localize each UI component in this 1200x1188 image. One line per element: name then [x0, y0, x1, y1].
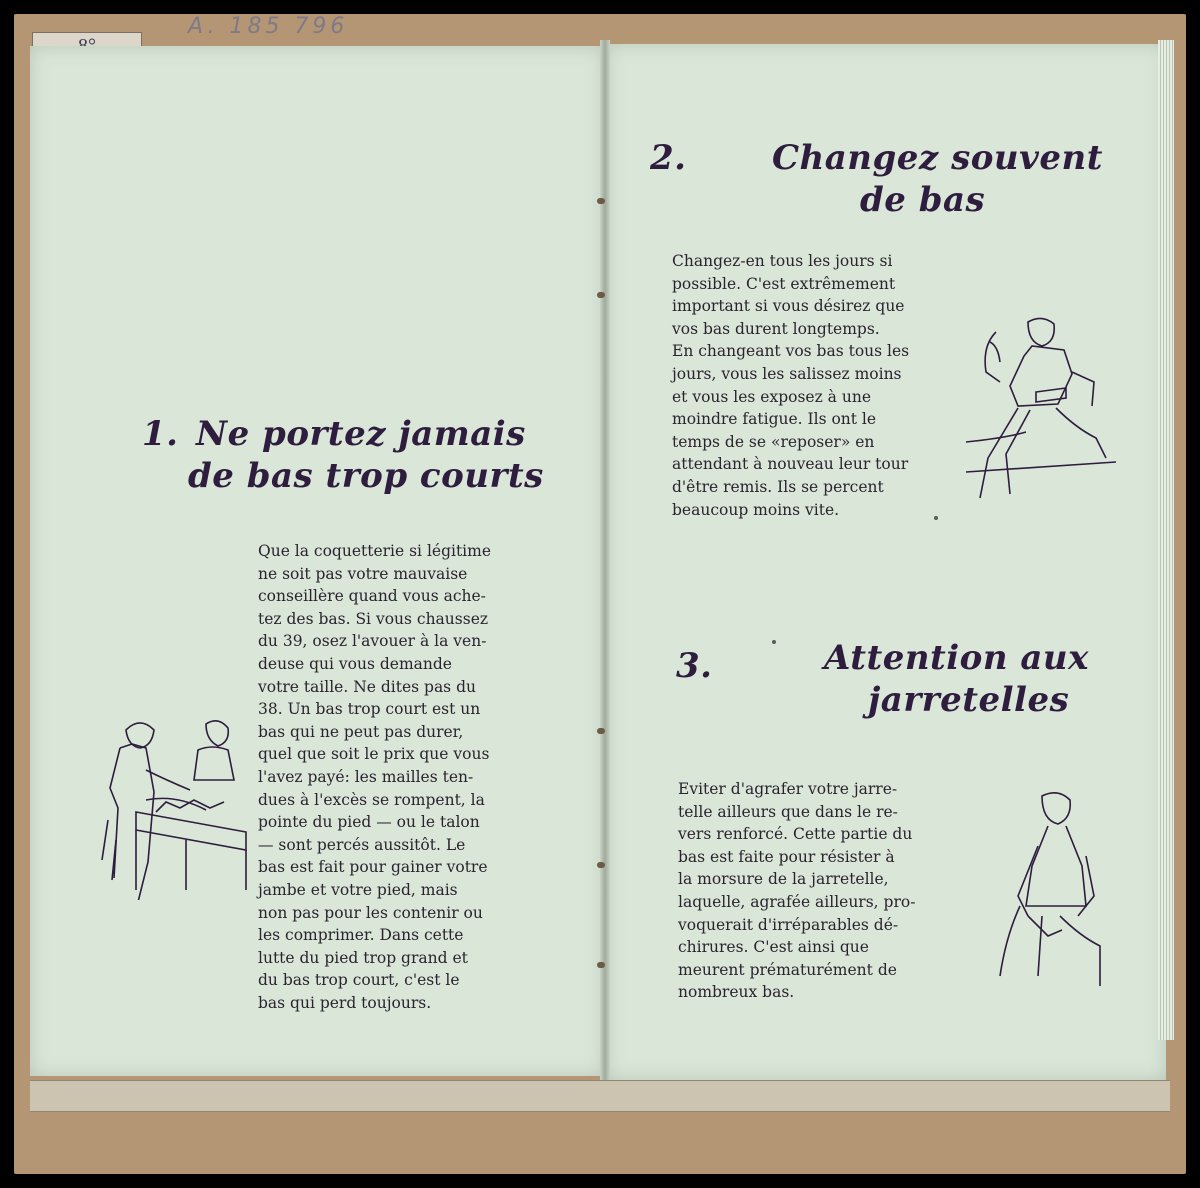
section-1-body-text: [258, 540, 540, 1014]
section-2-heading-line2: de bas: [860, 180, 986, 220]
body-line: l'avez payé: les mailles ten-: [258, 767, 474, 786]
body-line: chirures. C'est ainsi que: [678, 938, 869, 957]
section-1-heading-line2: de bas trop courts: [188, 456, 544, 496]
section-3-heading-line2: jarretelles: [868, 680, 1070, 720]
book-gutter: [600, 40, 610, 1080]
paper-speck: [772, 640, 776, 644]
section-2-number: 2.: [650, 138, 687, 178]
body-line: pointe du pied — ou le talon: [258, 813, 480, 832]
body-line: bas est fait pour gainer votre: [258, 858, 488, 877]
body-line: vos bas durent longtemps.: [672, 319, 880, 338]
body-line: Eviter d'agrafer votre jarre-: [678, 780, 898, 798]
shop-counter-illustration: [86, 700, 256, 900]
binding-staple: [597, 728, 605, 734]
body-line: vers renforcé. Cette partie du: [678, 825, 913, 844]
body-line: laquelle, agrafée ailleurs, pro-: [678, 892, 916, 911]
body-line: quel que soit le prix que vous: [258, 745, 490, 764]
body-line: les comprimer. Dans cette: [258, 926, 464, 945]
body-line: En changeant vos bas tous les: [672, 342, 910, 361]
seated-woman-illustration: [966, 312, 1116, 512]
body-line: d'être remis. Ils se percent: [672, 477, 884, 496]
section-2-body-text: [672, 250, 946, 521]
body-line: moindre fatigue. Ils ont le: [672, 410, 877, 429]
section-3-number: 3.: [676, 646, 713, 686]
body-line: bas qui perd toujours.: [258, 993, 432, 1012]
garter-woman-illustration: [990, 786, 1116, 996]
body-line: jours, vous les salissez moins: [672, 364, 902, 383]
body-line: tez des bas. Si vous chaussez: [258, 609, 489, 628]
body-line: dues à l'excès se rompent, la: [258, 790, 485, 809]
body-line: ne soit pas votre mauvaise: [258, 564, 468, 583]
binding-staple: [597, 198, 605, 204]
body-line: meurent prématurément de: [678, 960, 897, 979]
section-3-heading-line1: Attention aux: [824, 638, 1089, 678]
body-line: jambe et votre pied, mais: [258, 880, 458, 899]
body-line: la morsure de la jarretelle,: [678, 870, 889, 889]
body-line: conseillère quand vous ache-: [258, 587, 486, 606]
body-line: telle ailleurs que dans le re-: [678, 802, 898, 821]
body-line: — sont percés aussitôt. Le: [258, 835, 466, 854]
body-line: bas qui ne peut pas durer,: [258, 722, 464, 741]
binding-staple: [597, 292, 605, 298]
body-line: bas est faite pour résister à: [678, 847, 895, 866]
body-line: et vous les exposez à une: [672, 387, 871, 406]
binding-staple: [597, 862, 605, 868]
section-3-body-text: [678, 778, 952, 1004]
body-line: lutte du pied trop grand et: [258, 948, 468, 967]
body-line: temps de se «reposer» en: [672, 432, 875, 451]
library-reference-code: A. 185 796: [188, 14, 349, 39]
body-line: important si vous désirez que: [672, 297, 905, 316]
section-1-heading-line1: Ne portez jamais: [196, 414, 526, 454]
cover-bottom-strip: [30, 1080, 1170, 1112]
body-line: du bas trop court, c'est le: [258, 971, 460, 990]
section-2-heading-line1: Changez souvent: [772, 138, 1103, 178]
body-line: 38. Un bas trop court est un: [258, 700, 481, 719]
body-line: Changez-en tous les jours si: [672, 252, 893, 270]
body-line: nombreux bas.: [678, 983, 795, 1002]
body-line: attendant à nouveau leur tour: [672, 455, 909, 474]
body-line: non pas pour les contenir ou: [258, 903, 483, 922]
section-1-number: 1.: [142, 414, 179, 454]
body-line: du 39, osez l'avouer à la ven-: [258, 632, 487, 651]
body-line: voquerait d'irréparables dé-: [678, 915, 899, 934]
body-line: votre taille. Ne dites pas du: [258, 677, 476, 696]
body-line: beaucoup moins vite.: [672, 500, 840, 519]
paper-speck: [934, 516, 938, 520]
body-line: possible. C'est extrêmement: [672, 274, 896, 293]
page-edges: [1158, 40, 1174, 1040]
binding-staple: [597, 962, 605, 968]
body-line: Que la coquetterie si légitime: [258, 542, 492, 560]
body-line: deuse qui vous demande: [258, 654, 452, 673]
